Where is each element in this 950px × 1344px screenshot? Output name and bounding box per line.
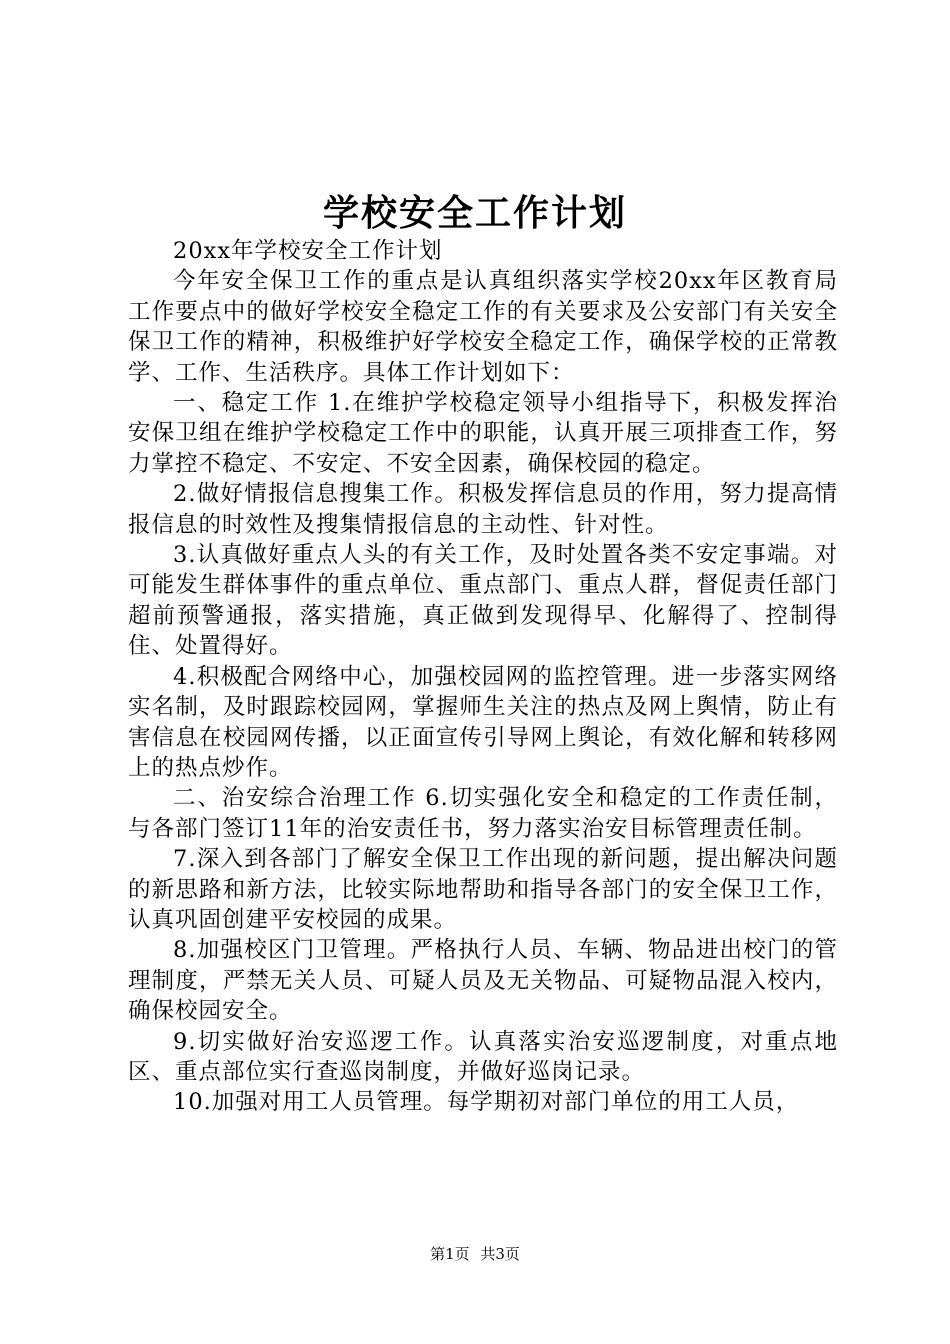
paragraph-item-10: 10.加强对用工人员管理。每学期初对部门单位的用工人员，	[173, 1089, 800, 1116]
paragraph-subtitle: 20xx年学校安全工作计划	[173, 238, 443, 264]
paragraph-item-3: 3.认真做好重点人头的有关工作，及时处置各类不安定事端。对可能发生群体事件的重点单位、重点部门、重点人群，督促责任部门超前预警通报，落实措施，真正做到发现得早、化解得了、控制得住、处置得好。	[128, 542, 838, 660]
paragraph-item-2: 2.做好情报信息搜集工作。积极发挥信息员的作用，努力提高情报信息的时效性及搜集情报信息的主动性、针对性。	[128, 481, 838, 538]
paragraph-item-7: 7.深入到各部门了解安全保卫工作出现的新问题，提出解决问题的新思路和新方法，比较实际地帮助和指导各部门的安全保卫工作，认真巩固创建平安校园的成果。	[128, 846, 838, 933]
paragraph-item-6: 二、治安综合治理工作 6.切实强化安全和稳定的工作责任制，与各部门签订11年的治安责任书，努力落实治安目标管理责任制。	[128, 785, 838, 842]
document-title: 学校安全工作计划	[322, 192, 627, 234]
paragraph-item-4: 4.积极配合网络中心，加强校园网的监控管理。进一步落实网络实名制，及时跟踪校园网，掌握师生关注的热点及网上舆情，防止有害信息在校园网传播，以正面宣传引导网上舆论，有效化解和转移网上的热点炒作。	[128, 663, 838, 781]
page-number: 第1页	[430, 1245, 470, 1263]
page-total: 共3页	[480, 1245, 520, 1263]
document-body	[128, 236, 838, 1118]
paragraph-item-1: 一、稳定工作 1.在维护学校稳定领导小组指导下，积极发挥治安保卫组在维护学校稳定工作中的职能，认真开展三项排查工作，努力掌控不稳定、不安定、不安全因素，确保校园的稳定。	[128, 390, 838, 477]
paragraph-intro: 今年安全保卫工作的重点是认真组织落实学校20xx年区教育局工作要点中的做好学校安全稳定工作的有关要求及公安部门有关安全保卫工作的精神，积极维护好学校安全稳定工作，确保学校的正常教学、工作、生活秩序。具体工作计划如下：	[128, 268, 838, 386]
paragraph-item-9: 9.切实做好治安巡逻工作。认真落实治安巡逻制度，对重点地区、重点部位实行查巡岗制度，并做好巡岗记录。	[128, 1028, 838, 1085]
paragraph-item-8: 8.加强校区门卫管理。严格执行人员、车辆、物品进出校门的管理制度，严禁无关人员、可疑人员及无关物品、可疑物品混入校内，确保校园安全。	[128, 937, 838, 1025]
page-footer	[0, 1243, 950, 1264]
